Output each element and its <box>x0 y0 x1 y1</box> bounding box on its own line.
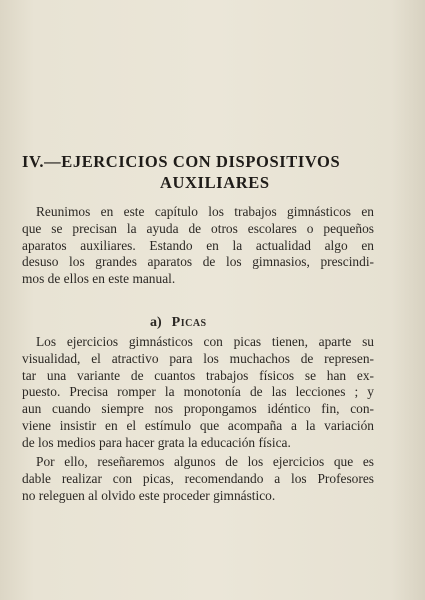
section-title: Picas <box>171 314 207 330</box>
text-line: visualidad, el atractivo para los muchachos de represen- <box>22 350 374 366</box>
text-line: mos de ellos en este manual. <box>22 271 176 287</box>
text-line: no releguen al olvido este proceder gimnástico. <box>22 487 276 503</box>
section-heading <box>150 315 207 331</box>
text-line: Reunimos en este capítulo los trabajos gimnásticos en <box>36 204 374 219</box>
text-line: aun cuando siempre nos propongamos idéntico fin, con- <box>22 401 374 417</box>
text-line: aparatos auxiliares. Estando en la actualidad algo en <box>22 237 374 253</box>
paragraph-intro <box>22 204 374 288</box>
paragraph-picas <box>22 334 374 452</box>
chapter-title-line-1: IV.—EJERCICIOS CON DISPOSITIVOS <box>22 152 341 172</box>
section-marker: a) <box>150 314 162 330</box>
text-line: viene insistir en el estímulo que acompaña a la variación <box>22 417 374 433</box>
chapter-title <box>22 151 392 193</box>
text-line: Por ello, reseñaremos algunos de los ejercicios que es <box>36 454 374 469</box>
chapter-title-line-2: AUXILIARES <box>160 173 270 193</box>
text-line: desuso los grandes aparatos de los gimnasios, prescindi- <box>22 254 374 270</box>
text-line: dable realizar con picas, recomendando a los Profesores <box>22 470 374 486</box>
text-line: Los ejercicios gimnásticos con picas tienen, aparte su <box>36 334 374 349</box>
text-line: que se precisan la ayuda de otros escolares o pequeños <box>22 220 374 236</box>
text-line: tar una variante de cuantos trabajos físicos se han ex- <box>22 367 374 383</box>
text-line: de los medios para hacer grata la educación física. <box>22 434 291 450</box>
text-line: puesto. Precisa romper la monotonía de las lecciones ; y <box>22 384 374 400</box>
paragraph-conclusion <box>22 454 374 504</box>
